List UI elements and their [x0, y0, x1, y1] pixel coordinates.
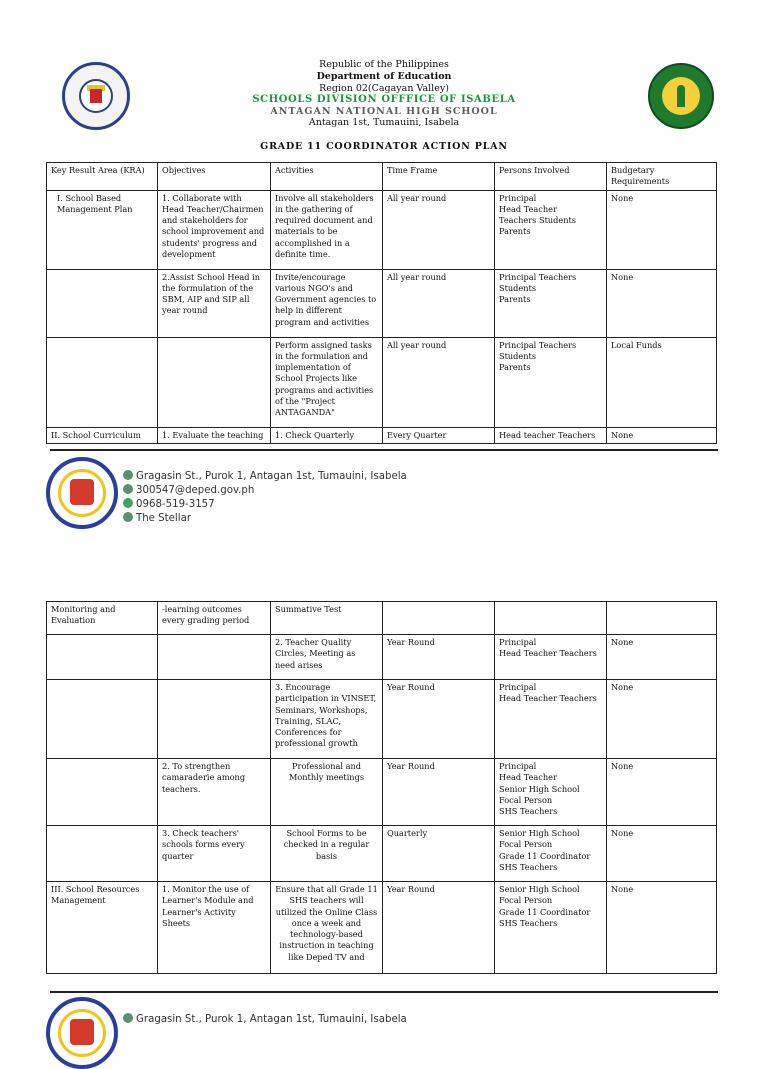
table-row: [47, 635, 717, 680]
cell-kra: Monitoring and Evaluation: [47, 602, 158, 635]
footer-address-text: Gragasin St., Purok 1, Antagan 1st, Tumauini, Isabela: [136, 1014, 407, 1025]
footer-address-text: Gragasin St., Purok 1, Antagan 1st, Tumauini, Isabela: [136, 471, 407, 482]
header-objectives: Objectives: [158, 163, 271, 191]
school-seal-logo: [46, 997, 118, 1069]
cell-time-frame: Every Quarter: [383, 427, 495, 443]
action-plan-table-continued: [46, 601, 717, 974]
cell-time-frame: [383, 602, 495, 635]
location-icon: [123, 470, 133, 480]
footer-email: [123, 484, 254, 496]
cell-budget: Local Funds: [607, 337, 717, 427]
cell-budget: [607, 602, 717, 635]
letterhead-division: SCHOOLS DIVISION OFFFICE OF ISABELA: [252, 94, 516, 105]
cell-persons: Principal Head Teacher Teachers: [495, 635, 607, 680]
header-budget: Budgetary Requirements: [607, 163, 717, 191]
cell-persons: Principal Teachers Students Parents: [495, 337, 607, 427]
cell-objective: [158, 680, 271, 759]
cell-budget: None: [607, 826, 717, 882]
facebook-icon: [123, 512, 133, 522]
cell-objective: 2.Assist School Head in the formulation of the SBM, AIP and SIP all year round: [158, 269, 271, 337]
action-plan-table: [46, 162, 717, 444]
cell-objective: [158, 337, 271, 427]
letterhead-department: Department of Education: [316, 71, 452, 82]
division-seal-logo: [648, 63, 714, 129]
cell-budget: None: [607, 882, 717, 974]
letterhead-region: Region 02(Cagayan Valley): [319, 83, 449, 94]
cell-persons: [495, 602, 607, 635]
cell-kra: II. School Curriculum: [47, 427, 158, 443]
footer-phone-text: 0968-519-3157: [136, 499, 215, 510]
cell-persons: Senior High School Focal Person Grade 11 Coordinator SHS Teachers: [495, 826, 607, 882]
cell-activity: Ensure that all Grade 11 SHS teachers will utilized the Online Class once a week and technology-based instruction in teaching like Deped TV and: [271, 882, 383, 974]
footer-email-text: 300547@deped.gov.ph: [136, 485, 255, 496]
cell-activity: Involve all stakeholders in the gathering of required document and materials to be accomplished in a definite time.: [271, 190, 383, 269]
cell-activity: 3. Encourage participation in VINSET, Seminars, Workshops, Training, SLAC, Conferences for professional growth: [271, 680, 383, 759]
table-row: [47, 882, 717, 974]
cell-objective: 1. Evaluate the teaching: [158, 427, 271, 443]
header-persons-involved: Persons Involved: [495, 163, 607, 191]
letterhead-republic: Republic of the Philippines: [319, 59, 449, 70]
cell-kra: [47, 269, 158, 337]
cell-kra: [47, 759, 158, 826]
phone-icon: [123, 498, 133, 508]
cell-time-frame: Year Round: [383, 882, 495, 974]
cell-activity: Professional and Monthly meetings: [271, 759, 383, 826]
cell-time-frame: Quarterly: [383, 826, 495, 882]
cell-objective: 2. To strengthen camaraderie among teachers.: [158, 759, 271, 826]
cell-budget: None: [607, 190, 717, 269]
cell-objective: [158, 635, 271, 680]
cell-activity: Invite/encourage various NGO's and Government agencies to help in different program and activities: [271, 269, 383, 337]
cell-budget: None: [607, 680, 717, 759]
cell-persons: Principal Head Teacher Teachers Students Parents: [495, 190, 607, 269]
cell-time-frame: Year Round: [383, 680, 495, 759]
cell-kra: III. School Resources Management: [47, 882, 158, 974]
footer-address: [123, 1013, 407, 1025]
cell-persons: Principal Head Teacher Senior High School Focal Person SHS Teachers: [495, 759, 607, 826]
footer-address: [123, 470, 407, 482]
table-row: [47, 190, 717, 269]
mail-icon: [123, 484, 133, 494]
letterhead-school: ANTAGAN NATIONAL HIGH SCHOOL: [270, 106, 498, 117]
cell-kra: [47, 635, 158, 680]
cell-time-frame: Year Round: [383, 635, 495, 680]
cell-activity: 1. Check Quarterly: [271, 427, 383, 443]
cell-budget: None: [607, 427, 717, 443]
school-seal-logo: [46, 457, 118, 529]
cell-persons: Principal Teachers Students Parents: [495, 269, 607, 337]
cell-persons: Head teacher Teachers: [495, 427, 607, 443]
table-row: [47, 427, 717, 443]
cell-time-frame: All year round: [383, 190, 495, 269]
table-row: [47, 826, 717, 882]
table-row: [47, 602, 717, 635]
table-row: [47, 680, 717, 759]
location-icon: [123, 1013, 133, 1023]
footer-facebook-text: The Stellar: [136, 513, 192, 524]
cell-kra: I. School Based Management Plan: [47, 190, 158, 269]
cell-persons: Principal Head Teacher Teachers: [495, 680, 607, 759]
header-kra: Key Result Area (KRA): [47, 163, 158, 191]
cell-budget: None: [607, 635, 717, 680]
cell-time-frame: All year round: [383, 269, 495, 337]
table-header-row: [47, 163, 717, 191]
cell-kra: [47, 826, 158, 882]
cell-budget: None: [607, 759, 717, 826]
footer-facebook: [123, 512, 191, 524]
cell-time-frame: Year Round: [383, 759, 495, 826]
letterhead-address: Antagan 1st, Tumauini, Isabela: [308, 117, 460, 128]
header-activities: Activities: [271, 163, 383, 191]
cell-activity: 2. Teacher Quality Circles, Meeting as need arises: [271, 635, 383, 680]
deped-seal-logo: [62, 62, 130, 130]
footer-divider: [50, 449, 718, 451]
cell-activity: School Forms to be checked in a regular basis: [271, 826, 383, 882]
cell-budget: None: [607, 269, 717, 337]
page-title: GRADE 11 COORDINATOR ACTION PLAN: [260, 141, 508, 152]
footer-divider: [50, 991, 718, 993]
header-time-frame: Time Frame: [383, 163, 495, 191]
table-row: [47, 759, 717, 826]
cell-kra: [47, 337, 158, 427]
cell-activity: Summative Test: [271, 602, 383, 635]
cell-kra: [47, 680, 158, 759]
cell-activity: Perform assigned tasks in the formulation and implementation of School Projects like programs and activities of the "Project ANTAGANDA": [271, 337, 383, 427]
cell-objective: 3. Check teachers' schools forms every quarter: [158, 826, 271, 882]
cell-objective: 1. Monitor the use of Learner's Module and Learner's Activity Sheets: [158, 882, 271, 974]
cell-objective: -learning outcomes every grading period: [158, 602, 271, 635]
cell-objective: 1. Collaborate with Head Teacher/Chairmen and stakeholders for school improvement and students' progress and development: [158, 190, 271, 269]
cell-persons: Senior High School Focal Person Grade 11 Coordinator SHS Teachers: [495, 882, 607, 974]
footer-phone: [123, 498, 215, 510]
table-row: [47, 337, 717, 427]
cell-time-frame: All year round: [383, 337, 495, 427]
table-row: [47, 269, 717, 337]
